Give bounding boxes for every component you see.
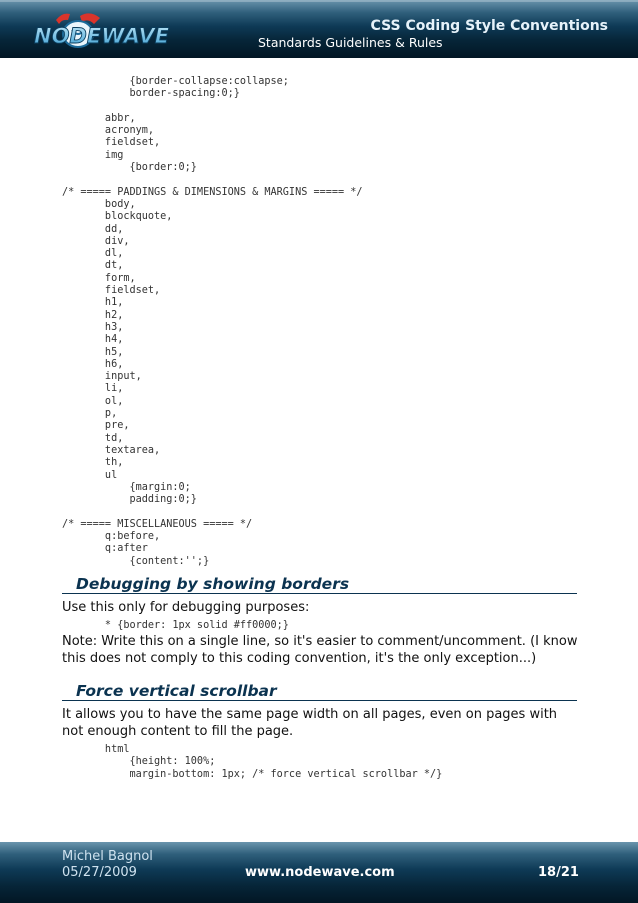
section-heading-scrollbar: Force vertical scrollbar — [76, 682, 277, 700]
logo-text: NODEWAVE — [34, 24, 170, 48]
footer-author: Michel Bagnol — [62, 849, 153, 864]
document-title: CSS Coding Style Conventions — [370, 18, 608, 34]
scrollbar-intro: It allows you to have the same page width on all pages, even on pages with not enough content to fill the page. — [62, 707, 558, 739]
footer-website-link[interactable]: www.nodewave.com — [245, 865, 395, 880]
code-block-debug-borders: * {border: 1px solid #ff0000;} — [62, 620, 289, 631]
document-subtitle: Standards Guidelines & Rules — [258, 35, 443, 50]
code-block-reset: {border-collapse:collapse; border-spacing:0;} abbr, acronym, fieldset, img {border:0;} /* ===== PADDINGS & DIMENSIONS & MARGINS ===== */ body, blockquote, dd, div, dl, dt, form, fieldset, h1, h2, h3, h4, h5, h6, input, li, ol, p, pre, td, textarea, th, ul {margin:0; padding:0;} /* ===== MISCELLANEOUS ===== */ q:before, q:after {content:'';} — [62, 76, 363, 567]
debugging-note: Note: Write this on a single line, so it's easier to comment/uncomment. (I know this does not comply to this coding convention, it's the only exception...) — [62, 634, 578, 666]
footer-page-number: 18/21 — [538, 865, 579, 880]
section-heading-debugging: Debugging by showing borders — [76, 575, 350, 593]
section-divider — [62, 593, 577, 594]
page-header — [0, 0, 638, 58]
debugging-intro: Use this only for debugging purposes: — [62, 600, 310, 615]
section-divider — [62, 700, 577, 701]
footer-date: 05/27/2009 — [62, 865, 137, 880]
page-footer — [0, 842, 638, 903]
nodewave-logo — [32, 8, 222, 56]
code-block-scrollbar: html {height: 100%; margin-bottom: 1px; /* force vertical scrollbar */} — [104, 744, 443, 780]
